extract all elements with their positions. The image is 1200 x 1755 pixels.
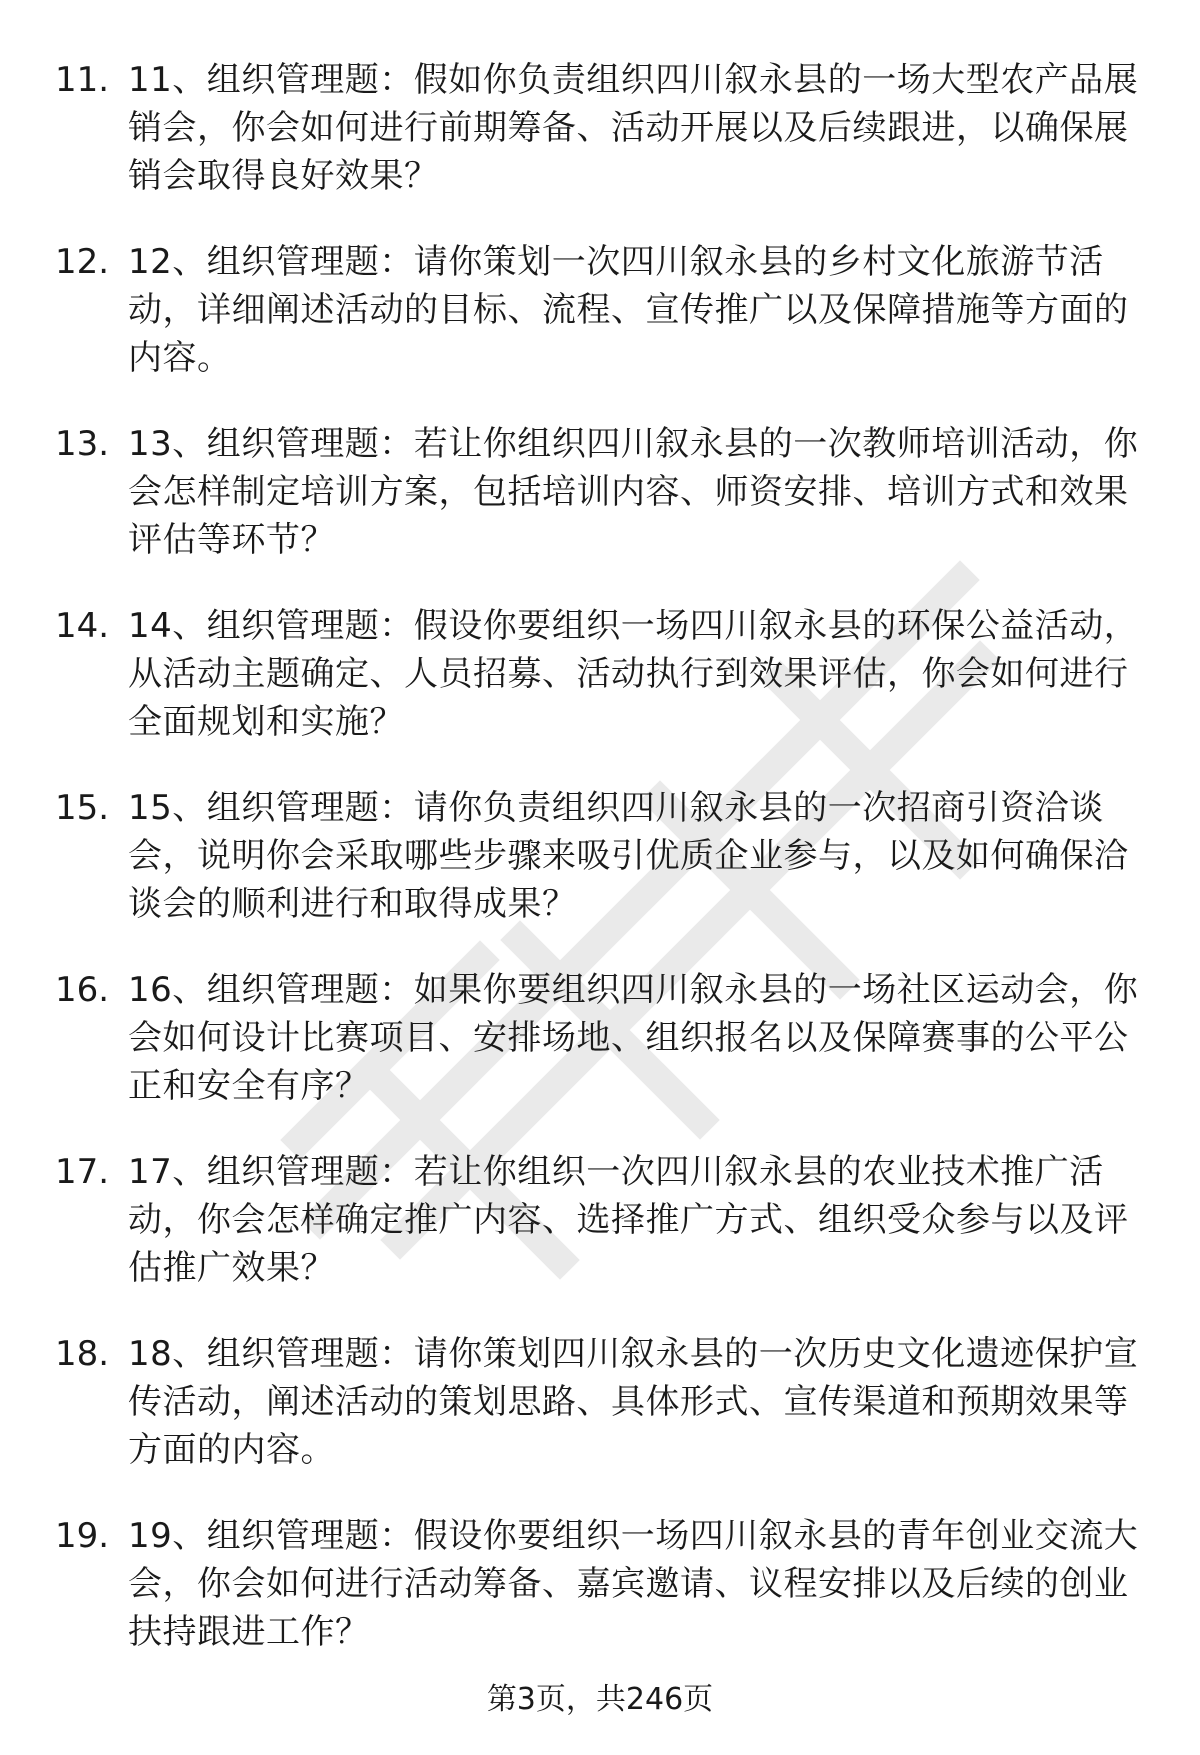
page-footer: 第3页，共246页 [486,1682,714,1717]
question-item [0,238,1200,420]
question-item [0,56,1200,238]
question-number: 18. [55,1334,110,1374]
question-text: 13、组织管理题：若让你组织四川叙永县的一次教师培训活动，你会怎样制定培训方案，包括培训内容、师资安排、培训方式和效果评估等环节？ [128,424,1139,560]
question-item [0,602,1200,784]
question-item [0,1330,1200,1512]
question-number: 15. [55,788,110,828]
question-text: 14、组织管理题：假设你要组织一场四川叙永县的环保公益活动，从活动主题确定、人员招募、活动执行到效果评估，你会如何进行全面规划和实施？ [128,606,1139,742]
question-item [0,1512,1200,1694]
question-number: 14. [55,606,110,646]
question-number: 12. [55,242,110,282]
question-number: 19. [55,1516,110,1556]
question-text: 16、组织管理题：如果你要组织四川叙永县的一场社区运动会，你会如何设计比赛项目、安排场地、组织报名以及保障赛事的公平公正和安全有序？ [128,970,1139,1106]
question-text: 15、组织管理题：请你负责组织四川叙永县的一次招商引资洽谈会，说明你会采取哪些步骤来吸引优质企业参与，以及如何确保洽谈会的顺利进行和取得成果？ [128,788,1129,924]
question-item [0,966,1200,1148]
question-number: 16. [55,970,110,1010]
question-text: 12、组织管理题：请你策划一次四川叙永县的乡村文化旅游节活动，详细阐述活动的目标、流程、宣传推广以及保障措施等方面的内容。 [128,242,1129,378]
question-number: 13. [55,424,110,464]
question-number: 17. [55,1152,110,1192]
question-item [0,1148,1200,1330]
question-text: 17、组织管理题：若让你组织一次四川叙永县的农业技术推广活动，你会怎样确定推广内容、选择推广方式、组织受众参与以及评估推广效果？ [128,1152,1129,1288]
question-item [0,784,1200,966]
question-text: 19、组织管理题：假设你要组织一场四川叙永县的青年创业交流大会，你会如何进行活动筹备、嘉宾邀请、议程安排以及后续的创业扶持跟进工作？ [128,1516,1139,1652]
question-number: 11. [55,60,110,100]
question-text: 11、组织管理题：假如你负责组织四川叙永县的一场大型农产品展销会，你会如何进行前期筹备、活动开展以及后续跟进，以确保展销会取得良好效果？ [128,60,1139,196]
question-text: 18、组织管理题：请你策划四川叙永县的一次历史文化遗迹保护宣传活动，阐述活动的策划思路、具体形式、宣传渠道和预期效果等方面的内容。 [128,1334,1139,1470]
question-item [0,420,1200,602]
question-list [0,56,1200,1694]
